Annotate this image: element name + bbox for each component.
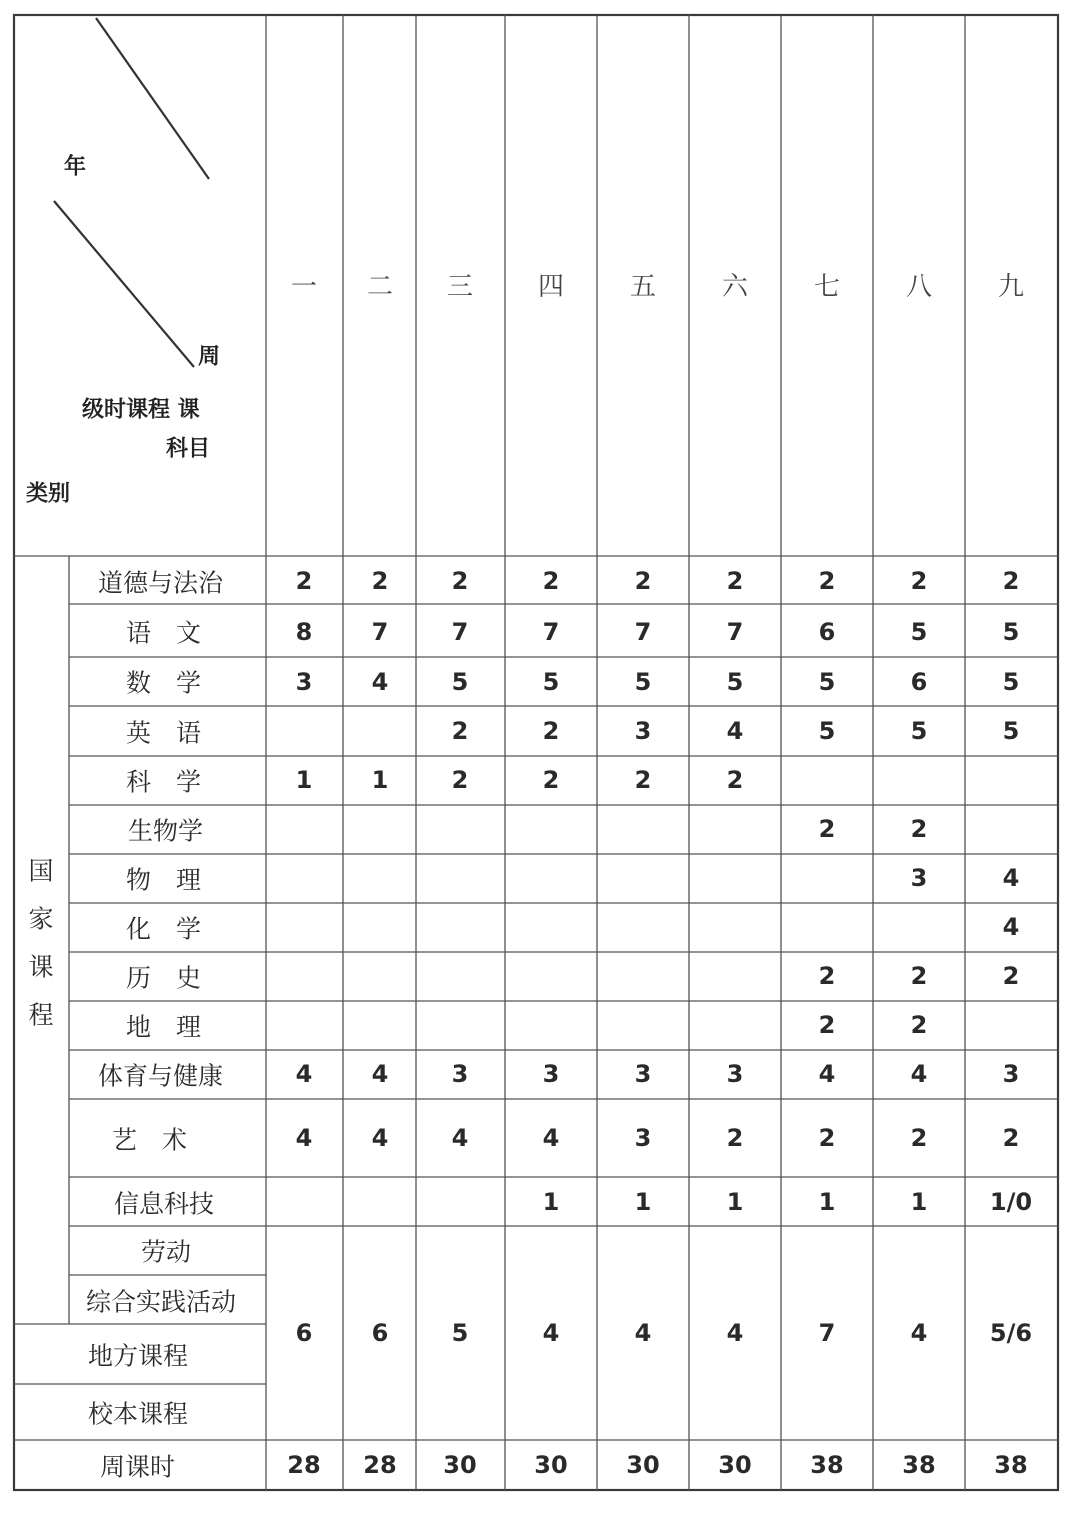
hours-cell: 3	[910, 864, 928, 892]
header-course-label: 级时课程 课	[82, 397, 200, 423]
hours-cell: 3	[451, 1060, 469, 1088]
weekly-total-cell: 28	[363, 1451, 397, 1479]
weekly-total-cell: 38	[994, 1451, 1028, 1479]
hours-cell: 3	[634, 1124, 652, 1152]
hours-cell: 2	[1002, 567, 1020, 595]
hours-cell: 7	[451, 618, 469, 646]
hours-cell: 2	[1002, 1124, 1020, 1152]
subject-name: 道德与法治	[98, 568, 224, 598]
weekly-hours-label: 周课时	[100, 1452, 176, 1482]
grade-header: 五	[629, 272, 657, 302]
hours-cell: 3	[634, 1060, 652, 1088]
subject-name: 历 史	[126, 963, 202, 993]
hours-cell: 3	[1002, 1060, 1020, 1088]
hours-cell: 8	[295, 618, 313, 646]
table-border	[14, 15, 1058, 1490]
merged-hours-cell: 6	[295, 1319, 313, 1347]
subject-name: 生物学	[128, 816, 204, 846]
hours-cell: 5	[634, 668, 652, 696]
grade-header: 九	[997, 272, 1025, 302]
hours-cell: 5	[818, 668, 836, 696]
hours-cell: 4	[818, 1060, 836, 1088]
hours-cell: 2	[818, 1011, 836, 1039]
hours-cell: 1	[634, 1188, 652, 1216]
hours-cell: 4	[451, 1124, 469, 1152]
grade-header: 七	[813, 272, 841, 302]
hours-cell: 4	[371, 668, 389, 696]
subject-name: 科 学	[126, 767, 202, 797]
merged-hours-cell: 7	[818, 1319, 836, 1347]
header-year-label: 年	[64, 154, 87, 180]
hours-cell: 7	[634, 618, 652, 646]
school-course-label: 校本课程	[88, 1399, 189, 1429]
hours-cell: 3	[634, 717, 652, 745]
hours-cell: 4	[1002, 864, 1020, 892]
hours-cell: 2	[634, 766, 652, 794]
hours-cell: 2	[910, 1011, 928, 1039]
hours-cell: 3	[726, 1060, 744, 1088]
merged-hours-cell: 4	[634, 1319, 652, 1347]
hours-cell: 7	[542, 618, 560, 646]
grade-header: 一	[290, 272, 318, 302]
subject-name: 物 理	[126, 865, 202, 895]
subject-name: 信息科技	[114, 1189, 215, 1219]
header-week-label: 周	[198, 344, 221, 370]
header-diagonal-upper	[96, 18, 209, 179]
weekly-total-cell: 28	[287, 1451, 321, 1479]
hours-cell: 6	[910, 668, 928, 696]
hours-cell: 5	[1002, 717, 1020, 745]
header-subject-label: 科目	[166, 436, 211, 462]
hours-cell: 2	[451, 717, 469, 745]
subject-name: 英 语	[126, 718, 202, 748]
hours-cell: 4	[371, 1124, 389, 1152]
hours-cell: 2	[542, 766, 560, 794]
weekly-total-cell: 30	[626, 1451, 660, 1479]
hours-cell: 2	[818, 1124, 836, 1152]
weekly-total-cell: 30	[718, 1451, 752, 1479]
hours-cell: 4	[910, 1060, 928, 1088]
weekly-total-cell: 30	[443, 1451, 477, 1479]
weekly-total-cell: 30	[534, 1451, 568, 1479]
hours-cell: 4	[295, 1124, 313, 1152]
merged-hours-cell: 6	[371, 1319, 389, 1347]
hours-cell: 1	[295, 766, 313, 794]
hours-cell: 2	[451, 766, 469, 794]
weekly-total-cell: 38	[810, 1451, 844, 1479]
hours-cell: 5	[1002, 618, 1020, 646]
hours-cell: 5	[1002, 668, 1020, 696]
hours-cell: 5	[726, 668, 744, 696]
hours-cell: 5	[910, 717, 928, 745]
hours-cell: 4	[726, 717, 744, 745]
grade-header: 三	[446, 272, 474, 302]
subject-name: 艺 术	[112, 1125, 188, 1155]
hours-cell: 3	[542, 1060, 560, 1088]
category-national-char: 课	[28, 952, 54, 982]
hours-cell: 2	[371, 567, 389, 595]
hours-cell: 2	[1002, 962, 1020, 990]
hours-cell: 3	[295, 668, 313, 696]
hours-cell: 1	[910, 1188, 928, 1216]
hours-cell: 4	[1002, 913, 1020, 941]
hours-cell: 2	[818, 567, 836, 595]
hours-cell: 4	[371, 1060, 389, 1088]
hours-cell: 2	[542, 567, 560, 595]
category-national-char: 家	[28, 904, 54, 934]
hours-cell: 1	[726, 1188, 744, 1216]
hours-cell: 1/0	[989, 1188, 1033, 1216]
hours-cell: 1	[542, 1188, 560, 1216]
hours-cell: 4	[295, 1060, 313, 1088]
hours-cell: 2	[910, 1124, 928, 1152]
weekly-total-cell: 38	[902, 1451, 936, 1479]
hours-cell: 2	[726, 1124, 744, 1152]
hours-cell: 2	[726, 766, 744, 794]
category-national-char: 国	[28, 856, 54, 886]
hours-cell: 4	[542, 1124, 560, 1152]
merged-hours-cell: 4	[910, 1319, 928, 1347]
subject-name: 语 文	[126, 618, 202, 648]
hours-cell: 2	[295, 567, 313, 595]
merged-hours-cell: 4	[542, 1319, 560, 1347]
hours-cell: 1	[818, 1188, 836, 1216]
subject-name: 体育与健康	[98, 1061, 224, 1091]
hours-cell: 5	[818, 717, 836, 745]
grade-header: 四	[537, 272, 565, 302]
hours-cell: 2	[818, 815, 836, 843]
subject-name: 化 学	[126, 914, 202, 944]
subject-name: 地 理	[126, 1012, 202, 1042]
grade-header: 六	[721, 272, 749, 302]
hours-cell: 6	[818, 618, 836, 646]
hours-cell: 2	[451, 567, 469, 595]
hours-cell: 5	[910, 618, 928, 646]
hours-cell: 5	[542, 668, 560, 696]
hours-cell: 2	[818, 962, 836, 990]
grade-header: 二	[366, 272, 394, 302]
category-national-char: 程	[28, 1000, 54, 1030]
hours-cell: 2	[726, 567, 744, 595]
subject-name: 劳动	[141, 1237, 192, 1267]
hours-cell: 2	[542, 717, 560, 745]
hours-cell: 2	[910, 962, 928, 990]
value-cells	[287, 567, 1032, 1479]
hours-cell: 2	[634, 567, 652, 595]
hours-cell: 1	[371, 766, 389, 794]
subject-name: 数 学	[126, 668, 202, 698]
header-category-label: 类别	[26, 481, 71, 507]
hours-cell: 2	[910, 815, 928, 843]
grade-header: 八	[905, 272, 933, 302]
hours-cell: 7	[726, 618, 744, 646]
merged-hours-cell: 4	[726, 1319, 744, 1347]
hours-cell: 2	[910, 567, 928, 595]
merged-hours-cell: 5/6	[989, 1319, 1033, 1347]
local-course-label: 地方课程	[88, 1341, 189, 1371]
merged-hours-cell: 5	[451, 1319, 469, 1347]
subject-name: 综合实践活动	[86, 1287, 237, 1317]
header-diagonal-lower	[54, 201, 194, 367]
hours-cell: 5	[451, 668, 469, 696]
hours-cell: 7	[371, 618, 389, 646]
